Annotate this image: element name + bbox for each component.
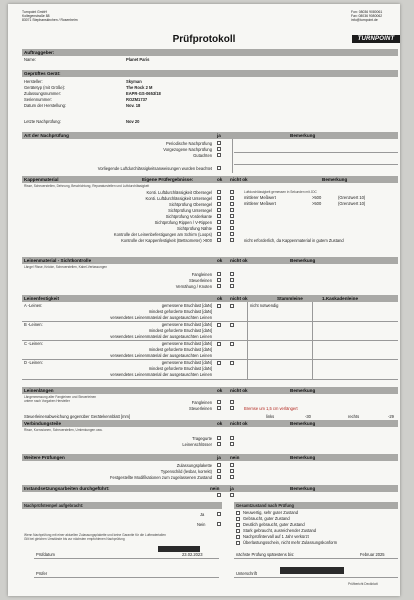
d-required-label: mindest geforderte Bruchlast [daN] bbox=[148, 366, 212, 371]
company-email: info@turnpoint.de bbox=[351, 18, 378, 22]
inspection-type-section bbox=[22, 132, 398, 171]
condition-overload: Überlastungsschein, nicht mehr Zulassungskonform bbox=[243, 540, 338, 545]
checkbox-ok[interactable] bbox=[217, 406, 221, 410]
checkbox-ok[interactable] bbox=[217, 342, 221, 346]
checkbox-ja[interactable] bbox=[217, 469, 221, 473]
checkbox-not-ok[interactable] bbox=[230, 202, 234, 206]
lines-fang-label: Fangleinen bbox=[191, 272, 212, 277]
line-visual-ok: ok bbox=[217, 258, 223, 263]
strength-not-needed: nicht notwendig bbox=[250, 303, 279, 308]
line-visual-not-ok: nicht ok bbox=[230, 258, 248, 263]
checkbox-ok[interactable] bbox=[217, 238, 221, 242]
inspection-type-header-label: Art der Nachprüfung bbox=[24, 133, 69, 138]
checkbox-nein[interactable] bbox=[230, 475, 234, 479]
inspection-type-remark: Bemerkung bbox=[290, 133, 316, 138]
canopy-item-bottom-sail: Sichtprüfung Untersegel bbox=[168, 208, 212, 213]
c-material-label: verwendetes Leinenmaterial der ausgetauschten Leinen bbox=[110, 353, 212, 358]
device-type-value: The Rock 2 M bbox=[126, 85, 153, 90]
airflow-top-value: >500 bbox=[312, 195, 322, 200]
connectors-subtitle: Risse, Korrosionen, Scheuerstellen, Umlenkungen usw. bbox=[24, 428, 103, 432]
checkbox-not-ok[interactable] bbox=[230, 284, 234, 288]
lines-knots-label: Vernähung / Knoten bbox=[175, 284, 212, 289]
a-required-label: mindest geforderte Bruchlast [daN] bbox=[148, 309, 212, 314]
stamp-ja-label: Ja bbox=[200, 512, 205, 517]
canopy-section bbox=[22, 176, 398, 243]
condition-checkbox[interactable] bbox=[236, 535, 240, 539]
airflow-measure-note: Luftdurchlässigkeit gemessen in Sekunden mit JDC bbox=[244, 190, 317, 194]
checkbox-ok[interactable] bbox=[217, 220, 221, 224]
checkbox-not-ok[interactable] bbox=[230, 406, 234, 410]
bettsometer-note: nicht erforderlich, da Kappenmaterial in gutem Zustand bbox=[244, 238, 344, 243]
line-strength-section bbox=[22, 295, 398, 377]
condition-checkbox[interactable] bbox=[236, 511, 240, 515]
client-header bbox=[22, 49, 398, 56]
canopy-header bbox=[22, 176, 398, 183]
early-inspection-label: Vorgezogene Nachprüfung bbox=[163, 147, 212, 152]
line-strength-header-label: Leinenfestigkeit bbox=[24, 296, 59, 301]
device-type-label: Gerätetyp (mit Größe): bbox=[24, 85, 66, 90]
condition-checkbox[interactable] bbox=[236, 517, 240, 521]
checkbox-ja[interactable] bbox=[217, 463, 221, 467]
checkbox-not-ok[interactable] bbox=[230, 190, 234, 194]
canopy-remark-header: Bemerkung bbox=[322, 177, 348, 182]
airflow-instructions-label: Vorliegende Luftdurchlässigkeitsanweisungen wurden beachtet bbox=[97, 166, 212, 171]
canopy-item-loops: Kontrolle der Leinenbefestigungen am Schirm (Loops) bbox=[113, 232, 212, 237]
c-lines-label: C -Leinen: bbox=[24, 341, 43, 346]
condition-heavily-used: Stark gebraucht, ausreichender Zustand bbox=[243, 528, 317, 533]
inspection-date-value: 23.02.2023 bbox=[182, 552, 203, 557]
type-plate-label: Typenschild (lesbar, korrekt) bbox=[160, 469, 212, 474]
turnpoint-logo: TURNPOINT bbox=[352, 35, 400, 43]
checkbox-not-ok[interactable] bbox=[230, 278, 234, 282]
device-header bbox=[22, 70, 398, 77]
signature-label: Unterschrift bbox=[236, 571, 257, 576]
repair-nein: nein bbox=[210, 486, 220, 491]
checkbox-not-ok[interactable] bbox=[230, 342, 234, 346]
main-line-header: Stammleine bbox=[277, 296, 303, 301]
stamp-ja-checkbox[interactable] bbox=[217, 512, 221, 516]
canopy-results-label: Eigene Prüfergebnisse: bbox=[142, 177, 194, 182]
client-header-label: Auftraggeber: bbox=[24, 50, 55, 55]
repair-ja: ja bbox=[230, 486, 234, 491]
c-required-label: mindest geforderte Bruchlast [daN] bbox=[148, 347, 212, 352]
checkbox-not-ok[interactable] bbox=[230, 304, 234, 308]
approval-plate-label: Zulassungsplakette bbox=[176, 463, 212, 468]
checkbox-ok[interactable] bbox=[217, 361, 221, 365]
expert-report-checkbox[interactable] bbox=[217, 153, 221, 157]
line-strength-ok: ok bbox=[217, 296, 223, 301]
manufacture-date-label: Datum der Herstellung: bbox=[24, 103, 67, 108]
line-length-not-ok: nicht ok bbox=[230, 388, 248, 393]
further-checks-ja: ja bbox=[217, 455, 221, 460]
line-length-remark: Bemerkung bbox=[290, 388, 316, 393]
line-visual-header bbox=[22, 257, 398, 264]
checkbox-not-ok[interactable] bbox=[230, 272, 234, 276]
lines-steuer-label: Steuerleinen bbox=[189, 278, 212, 283]
checkbox-not-ok[interactable] bbox=[230, 436, 234, 440]
connectors-ok: ok bbox=[217, 421, 223, 426]
inspection-type-ja: ja bbox=[217, 133, 221, 138]
company-name: Turnpoint GmbH bbox=[22, 10, 47, 14]
approval-number-value: EAPR-GS-0653/18 bbox=[126, 91, 161, 96]
device-header-label: Geprüftes Gerät: bbox=[24, 71, 61, 76]
line-length-section bbox=[22, 387, 398, 419]
condition-clearly-used: Deutlich gebraucht, guter Zustand bbox=[243, 522, 305, 527]
d-lines-label: D -Leinen: bbox=[24, 360, 43, 365]
condition-checkbox[interactable] bbox=[236, 523, 240, 527]
repair-ja-checkbox[interactable] bbox=[230, 493, 234, 497]
next-inspection-label: nächste Prüfung spätestens bis: bbox=[236, 552, 295, 557]
condition-like-new: Neuwertig, sehr guter Zustand bbox=[243, 510, 299, 515]
checkbox-not-ok[interactable] bbox=[230, 361, 234, 365]
inspector-label: Prüfer bbox=[36, 571, 48, 576]
checkbox-not-ok[interactable] bbox=[230, 238, 234, 242]
canopy-item-ribs: Sichtprüfung Rippen / V-Rippen bbox=[154, 220, 212, 225]
airflow-instructions-checkbox[interactable] bbox=[217, 166, 221, 170]
last-inspection-value: Nov 20 bbox=[126, 119, 140, 124]
serial-number-value: ROZM1737 bbox=[126, 97, 148, 102]
next-inspection-value: Februar 2025 bbox=[360, 552, 385, 557]
checkbox-ok[interactable] bbox=[217, 208, 221, 212]
connectors-header bbox=[22, 420, 398, 427]
right-label: rechts bbox=[348, 414, 360, 419]
overall-condition-header: Gesamtzustand nach Prüfung bbox=[236, 503, 295, 508]
periodic-inspection-label: Periodische Nachprüfung bbox=[166, 141, 212, 146]
canopy-ok-header: ok bbox=[217, 177, 223, 182]
footer-note: Prüfbericht Deckblatt bbox=[348, 582, 378, 586]
stamp-nein-checkbox[interactable] bbox=[217, 522, 221, 526]
stamp-note-2: Gilt bei gleichen Umstände bis zur nächsten empfohlenen Nachprüfung bbox=[24, 537, 125, 541]
company-address bbox=[22, 10, 132, 22]
redacted-signature bbox=[280, 567, 344, 574]
device-section bbox=[22, 70, 398, 124]
fangleinen-length-label: Fangleinen bbox=[191, 400, 212, 405]
left-label: links bbox=[266, 414, 275, 419]
c-measured-label: gemessene Bruchlast [daN] bbox=[161, 341, 212, 346]
steuerleinen-length-label: Steuerleinen bbox=[189, 406, 212, 411]
left-value: -30 bbox=[305, 414, 311, 419]
checkbox-ok[interactable] bbox=[217, 304, 221, 308]
condition-checkbox[interactable] bbox=[236, 541, 240, 545]
checkbox-not-ok[interactable] bbox=[230, 400, 234, 404]
repair-header-label: Instandsetzungsarbeiten durchgeführt: bbox=[24, 486, 110, 491]
airflow-top-label: mittlerer Meßwert bbox=[244, 195, 276, 200]
checkbox-not-ok[interactable] bbox=[230, 226, 234, 230]
repair-header bbox=[22, 485, 398, 492]
line-visual-header-label: Leinenmaterial - Sichtkontrolle bbox=[24, 258, 92, 263]
protocol-sheet bbox=[8, 4, 400, 596]
checkbox-not-ok[interactable] bbox=[230, 196, 234, 200]
canopy-item-top-sail: Sichtprüfung Obersegel bbox=[168, 202, 212, 207]
a-lines-label: A -Leinen: bbox=[24, 303, 43, 308]
airflow-bottom-value: >500 bbox=[312, 201, 322, 206]
client-name-label: Name: bbox=[24, 57, 37, 62]
inspection-type-header bbox=[22, 132, 398, 139]
airflow-bottom-label: mittlerer Meßwert bbox=[244, 201, 276, 206]
b-measured-label: gemessene Bruchlast [daN] bbox=[161, 322, 212, 327]
canopy-item-bettsometer: Kontrolle der Kappenfestigkeit (Bettsometer) >800 bbox=[121, 238, 212, 243]
stamp-note-1: Wenn Nachprüfung mit einer aktuellen Zulassungsplakette und keine Garantie für die Luftmaterialien bbox=[24, 533, 166, 537]
checkbox-nein[interactable] bbox=[230, 469, 234, 473]
further-checks-remark: Bemerkung bbox=[290, 455, 316, 460]
further-checks-nein: nein bbox=[230, 455, 240, 460]
checkbox-ok[interactable] bbox=[217, 323, 221, 327]
periodic-inspection-checkbox[interactable] bbox=[217, 141, 221, 145]
manufacturer-value: Skyman bbox=[126, 79, 142, 84]
checkbox-not-ok[interactable] bbox=[230, 208, 234, 212]
checkbox-ja[interactable] bbox=[217, 475, 221, 479]
inspection-date-label: Prüfdatum bbox=[36, 552, 55, 557]
checkbox-not-ok[interactable] bbox=[230, 220, 234, 224]
company-contact bbox=[351, 10, 401, 22]
line-length-header-label: Leinenlängen bbox=[24, 388, 54, 393]
document-title: Prüfprotokoll bbox=[172, 34, 236, 45]
b-lines-label: B -Leinen: bbox=[24, 322, 43, 327]
line-length-header bbox=[22, 387, 398, 394]
d-measured-label: gemessene Bruchlast [daN] bbox=[161, 360, 212, 365]
company-city: 83071 Stephanskirchen / Rosenheim bbox=[22, 18, 78, 22]
stamp-nein-label: Nein bbox=[197, 522, 206, 527]
manufacture-date-value: Nov. 18 bbox=[126, 103, 141, 108]
checkbox-ok[interactable] bbox=[217, 232, 221, 236]
company-fax: Fax: 08036 9080062 bbox=[351, 14, 383, 18]
line-length-subtitle-1: Längenmessung aller Fangleinen und Steuerleinen bbox=[24, 395, 97, 399]
checkbox-ok[interactable] bbox=[217, 202, 221, 206]
modifications-label: Festgestellte Modifikationen zum zugelassenen Zustand bbox=[110, 475, 212, 480]
checkbox-ok[interactable] bbox=[217, 400, 221, 404]
company-phone: Fon: 08036 9080061 bbox=[351, 10, 383, 14]
canopy-not-ok-header: nicht ok bbox=[230, 177, 248, 182]
client-name-value: Planet Paris bbox=[126, 57, 150, 62]
airflow-bottom-limit: (Grenzwert 10) bbox=[338, 201, 366, 206]
cascade-line-header: 1.Kaskadenleine bbox=[322, 296, 359, 301]
checkbox-not-ok[interactable] bbox=[230, 232, 234, 236]
right-value: -29 bbox=[388, 414, 394, 419]
a-material-label: verwendetes Leinenmaterial der ausgetauschten Leinen bbox=[110, 315, 212, 320]
last-inspection-label: Letzte Nachprüfung: bbox=[24, 119, 61, 124]
repair-remark: Bemerkung bbox=[290, 486, 316, 491]
client-section bbox=[22, 49, 398, 62]
checkbox-ok[interactable] bbox=[217, 190, 221, 194]
condition-interval-shortened: Nachprüfintervall auf 1 Jahr verkürzt bbox=[243, 534, 309, 539]
expert-report-label: Gutachten bbox=[193, 153, 212, 158]
checkbox-ok[interactable] bbox=[217, 436, 221, 440]
risers-label: Tragegurte bbox=[192, 436, 212, 441]
line-strength-header bbox=[22, 295, 398, 302]
line-length-ok: ok bbox=[217, 388, 223, 393]
canopy-item-air-top: Konti. Luftdurchlässigkeit Obersegel bbox=[146, 190, 212, 195]
brake-extension-note: Bremse um 1,5 cm verlängert bbox=[244, 406, 298, 411]
line-length-subtitle-2: untere nach Vorgaben Hersteller bbox=[24, 399, 70, 403]
early-inspection-checkbox[interactable] bbox=[217, 147, 221, 151]
canopy-header-label: Kappenmaterial bbox=[24, 177, 59, 182]
checkbox-ok[interactable] bbox=[217, 226, 221, 230]
a-measured-label: gemessene Bruchlast [daN] bbox=[161, 303, 212, 308]
checkbox-ok[interactable] bbox=[217, 284, 221, 288]
canopy-item-leading-edge: Sichtprüfung Vorderkante bbox=[165, 214, 212, 219]
canopy-subtitle: Risse, Scheuerstellen, Dehnung, Beschichtung, Reparaturstellen und Luftdurchlässigkeit bbox=[24, 184, 150, 188]
d-material-label: verwendetes Leinenmaterial der ausgetauschten Leinen bbox=[110, 372, 212, 377]
line-visual-section bbox=[22, 257, 398, 289]
line-visual-subtitle: Länge/ Risse, Knicke, Scheuerstellen, Kabel-Verlassungen bbox=[24, 265, 108, 269]
further-checks-header-label: Weitere Prüfungen bbox=[24, 455, 65, 460]
manufacturer-label: Hersteller: bbox=[24, 79, 43, 84]
repair-section bbox=[22, 485, 398, 492]
redacted-mark bbox=[158, 546, 200, 552]
connectors-header-label: Verbindungsteile bbox=[24, 421, 62, 426]
airflow-top-limit: (Grenzwert 10) bbox=[338, 195, 366, 200]
line-strength-not-ok: nicht ok bbox=[230, 296, 248, 301]
company-street: Kollegenstraße 88 bbox=[22, 14, 50, 18]
serial-number-label: Seriennummer: bbox=[24, 97, 52, 102]
condition-used-good: Gebraucht, guter Zustand bbox=[243, 516, 290, 521]
checkbox-not-ok[interactable] bbox=[230, 214, 234, 218]
connectors-section bbox=[22, 420, 398, 447]
canopy-item-air-bottom: Konti. Luftdurchlässigkeit Untersegel bbox=[145, 196, 212, 201]
checkbox-ok[interactable] bbox=[217, 442, 221, 446]
approval-number-label: Zulassungsnummer: bbox=[24, 91, 62, 96]
connectors-remark: Bemerkung bbox=[290, 421, 316, 426]
maillons-label: Leinenschlösser bbox=[182, 442, 212, 447]
connectors-not-ok: nicht ok bbox=[230, 421, 248, 426]
further-checks-header bbox=[22, 454, 398, 461]
brake-deviation-label: Steuerleinenabweichung gegenüber Gerätekennblatt [mm] bbox=[24, 414, 131, 419]
checkbox-not-ok[interactable] bbox=[230, 323, 234, 327]
checkbox-nein[interactable] bbox=[230, 463, 234, 467]
checkbox-ok[interactable] bbox=[217, 196, 221, 200]
canopy-item-seams: Sichtprüfung Nähte bbox=[176, 226, 212, 231]
stamp-header-label: Nachprüfstempel aufgebracht: bbox=[24, 503, 84, 508]
checkbox-not-ok[interactable] bbox=[230, 442, 234, 446]
further-checks-section bbox=[22, 454, 398, 480]
line-visual-remark: Bemerkung bbox=[290, 258, 316, 263]
checkbox-ok[interactable] bbox=[217, 278, 221, 282]
checkbox-ok[interactable] bbox=[217, 272, 221, 276]
checkbox-ok[interactable] bbox=[217, 214, 221, 218]
condition-checkbox[interactable] bbox=[236, 529, 240, 533]
repair-nein-checkbox[interactable] bbox=[217, 493, 221, 497]
b-required-label: mindest geforderte Bruchlast [daN] bbox=[148, 328, 212, 333]
b-material-label: verwendetes Leinenmaterial der ausgetauschten Leinen bbox=[110, 334, 212, 339]
